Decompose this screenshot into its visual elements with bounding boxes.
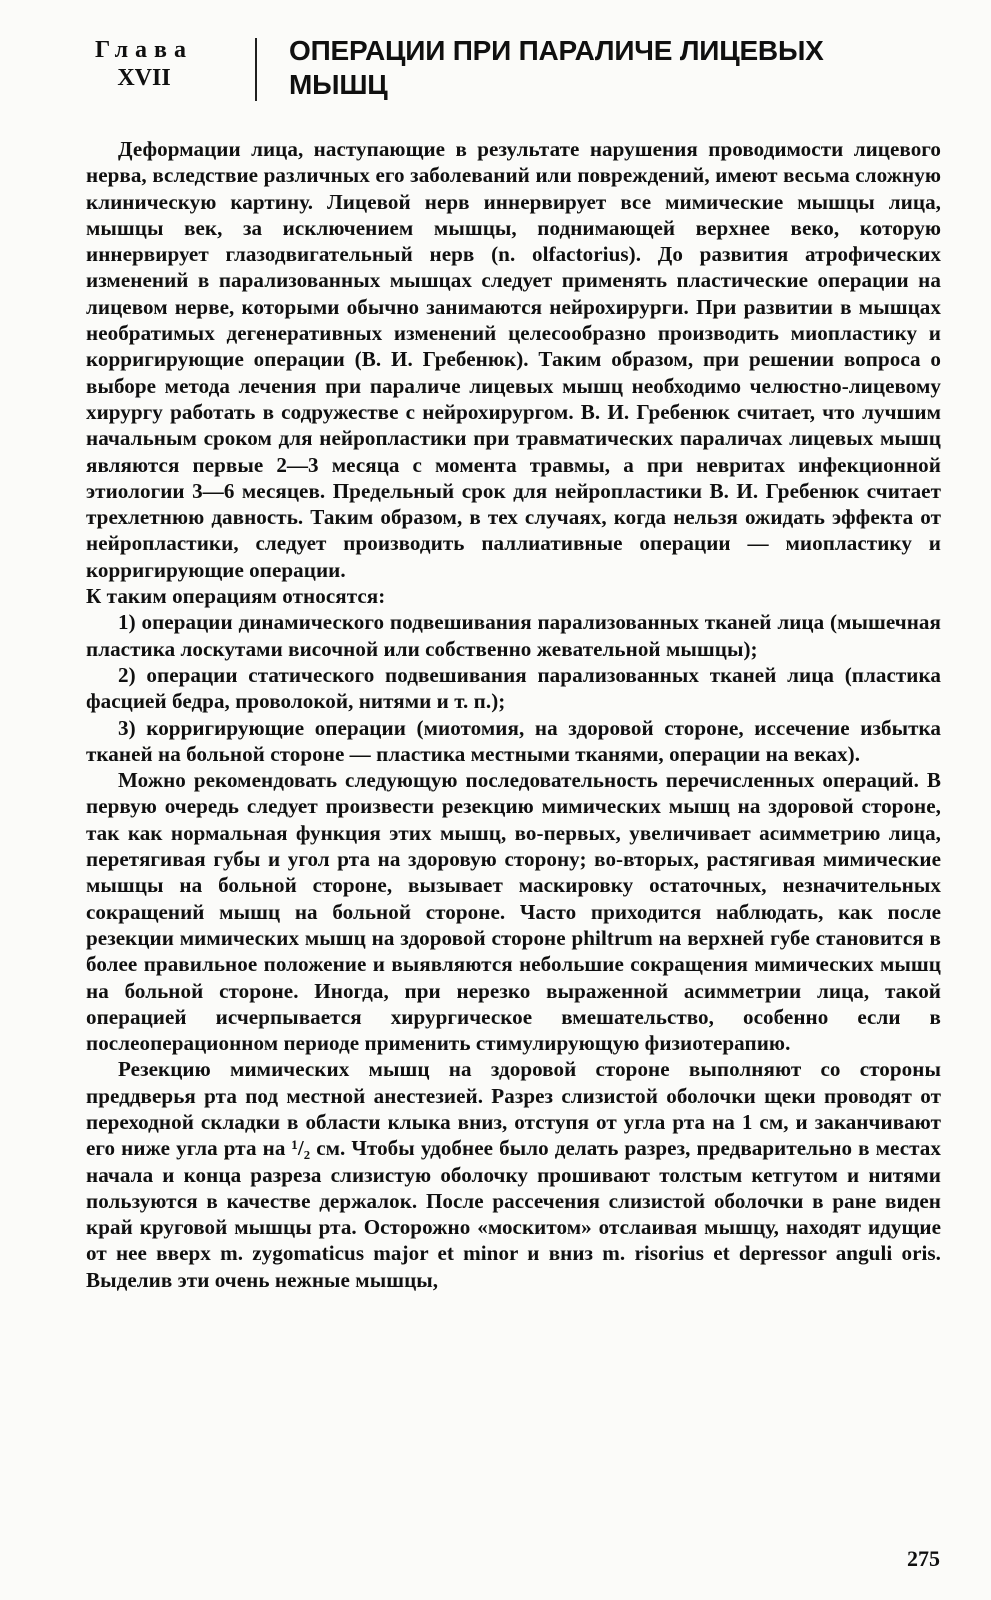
chapter-word: Глава	[95, 37, 193, 63]
operation-list	[86, 609, 941, 767]
chapter-header	[84, 32, 944, 102]
chapter-body	[86, 136, 941, 1293]
chapter-number: XVII	[117, 65, 171, 91]
list-item-2: 2) операции статического подвешивания парализованных тканей лица (пластика фасцией бедра, проволокой, нитями и т. п.);	[86, 662, 941, 714]
page-number: 275	[907, 1546, 940, 1571]
chapter-label	[84, 36, 204, 92]
list-item-1: 1) операции динамического подвешивания парализованных тканей лица (мышечная пластика лоскутами височной или собственно жевательной мышцы);	[86, 610, 941, 661]
sequence-paragraph: Можно рекомендовать следующую последовательность перечисленных операций. В первую очередь следует произвести резекцию мимических мышц на здоровой стороне, так как нормальная функция этих мышц, во-первых, увеличивает асимметрию лица, перетягивая губы и угол рта на здоровую сторону; во-вторых, растягивая мимические мышцы на больной стороне, вызывает маскировку остаточных, незначительных сокращений мышц на больной стороне. Часто приходится наблюдать, как после резекции мимических мышц на здоровой стороне philtrum на верхней губе становится в более правильное положение и выявляются небольшие сокращения мимических мышц на больной стороне. Иногда, при нерезко выраженной асимметрии лица, такой операцией исчерпывается хирургическое вмешательство, особенно если в послеоперационном периоде применить стимулирующую физиотерапию.	[86, 768, 941, 1056]
list-lead-paragraph: К таким операциям относятся:	[86, 584, 386, 609]
list-item-3: 3) корригирующие операции (миотомия, на здоровой стороне, иссечение избытка тканей на больной стороне — пластика местными тканями, операции на веках).	[86, 715, 941, 766]
chapter-divider	[255, 38, 257, 101]
resection-paragraph: Резекцию мимических мышц на здоровой стороне выполняют со стороны преддверья рта под местной анестезией. Разрез слизистой оболочки щеки проводят от переходной складки в области клыка вниз, отступя от угла рта на 1 см, и заканчивают его ниже угла рта на ¹/₂ см. Чтобы удобнее было делать разрез, предварительно в местах начала и конца разреза слизистую оболочку прошивают толстым кетгутом и нитями пользуются в качестве держалок. После рассечения слизистой оболочки в ране виден край круговой мышцы рта. Осторожно «москитом» отслаивая мышцу, находят идущие от нее вверх m. zygomaticus major et minor и вниз m. risorius et depressor anguli oris. Выделив эти очень нежные мышцы,	[86, 1057, 941, 1292]
chapter-title: ОПЕРАЦИИ ПРИ ПАРАЛИЧЕ ЛИЦЕВЫХ МЫШЦ	[289, 35, 824, 100]
intro-paragraph: Деформации лица, наступающие в результате нарушения проводимости лицевого нерва, вследствие различных его заболеваний или повреждений, имеют весьма сложную клиническую картину. Лицевой нерв иннервирует все мимические мышцы лица, мышцы век, за исключением мышцы, поднимающей верхнее веко, которую иннервирует глазодвигательный нерв (n. olfactorius). До развития атрофических изменений в парализованных мышцах следует применять пластические операции на лицевом нерве, которыми обычно занимаются нейрохирурги. При развитии в мышцах необратимых дегенеративных изменений целесообразно производить миопластику и корригирующие операции (В. И. Гребенюк). Таким образом, при решении вопроса о выборе метода лечения при параличе лицевых мышц необходимо челюстно-лицевому хирургу работать в содружестве с нейрохирургом. В. И. Гребенюк считает, что лучшим начальным сроком для нейропластики при травматических параличах лицевых мышц являются первые 2—3 месяца с момента травмы, а при невритах инфекционной этиологии 3—6 месяцев. Предельный срок для нейропластики В. И. Гребенюк считает трехлетнюю давность. Таким образом, в тех случаях, когда нельзя ожидать эффекта от нейропластики, следует производить паллиативные операции — миопластику и корригирующие операции.	[86, 137, 941, 582]
